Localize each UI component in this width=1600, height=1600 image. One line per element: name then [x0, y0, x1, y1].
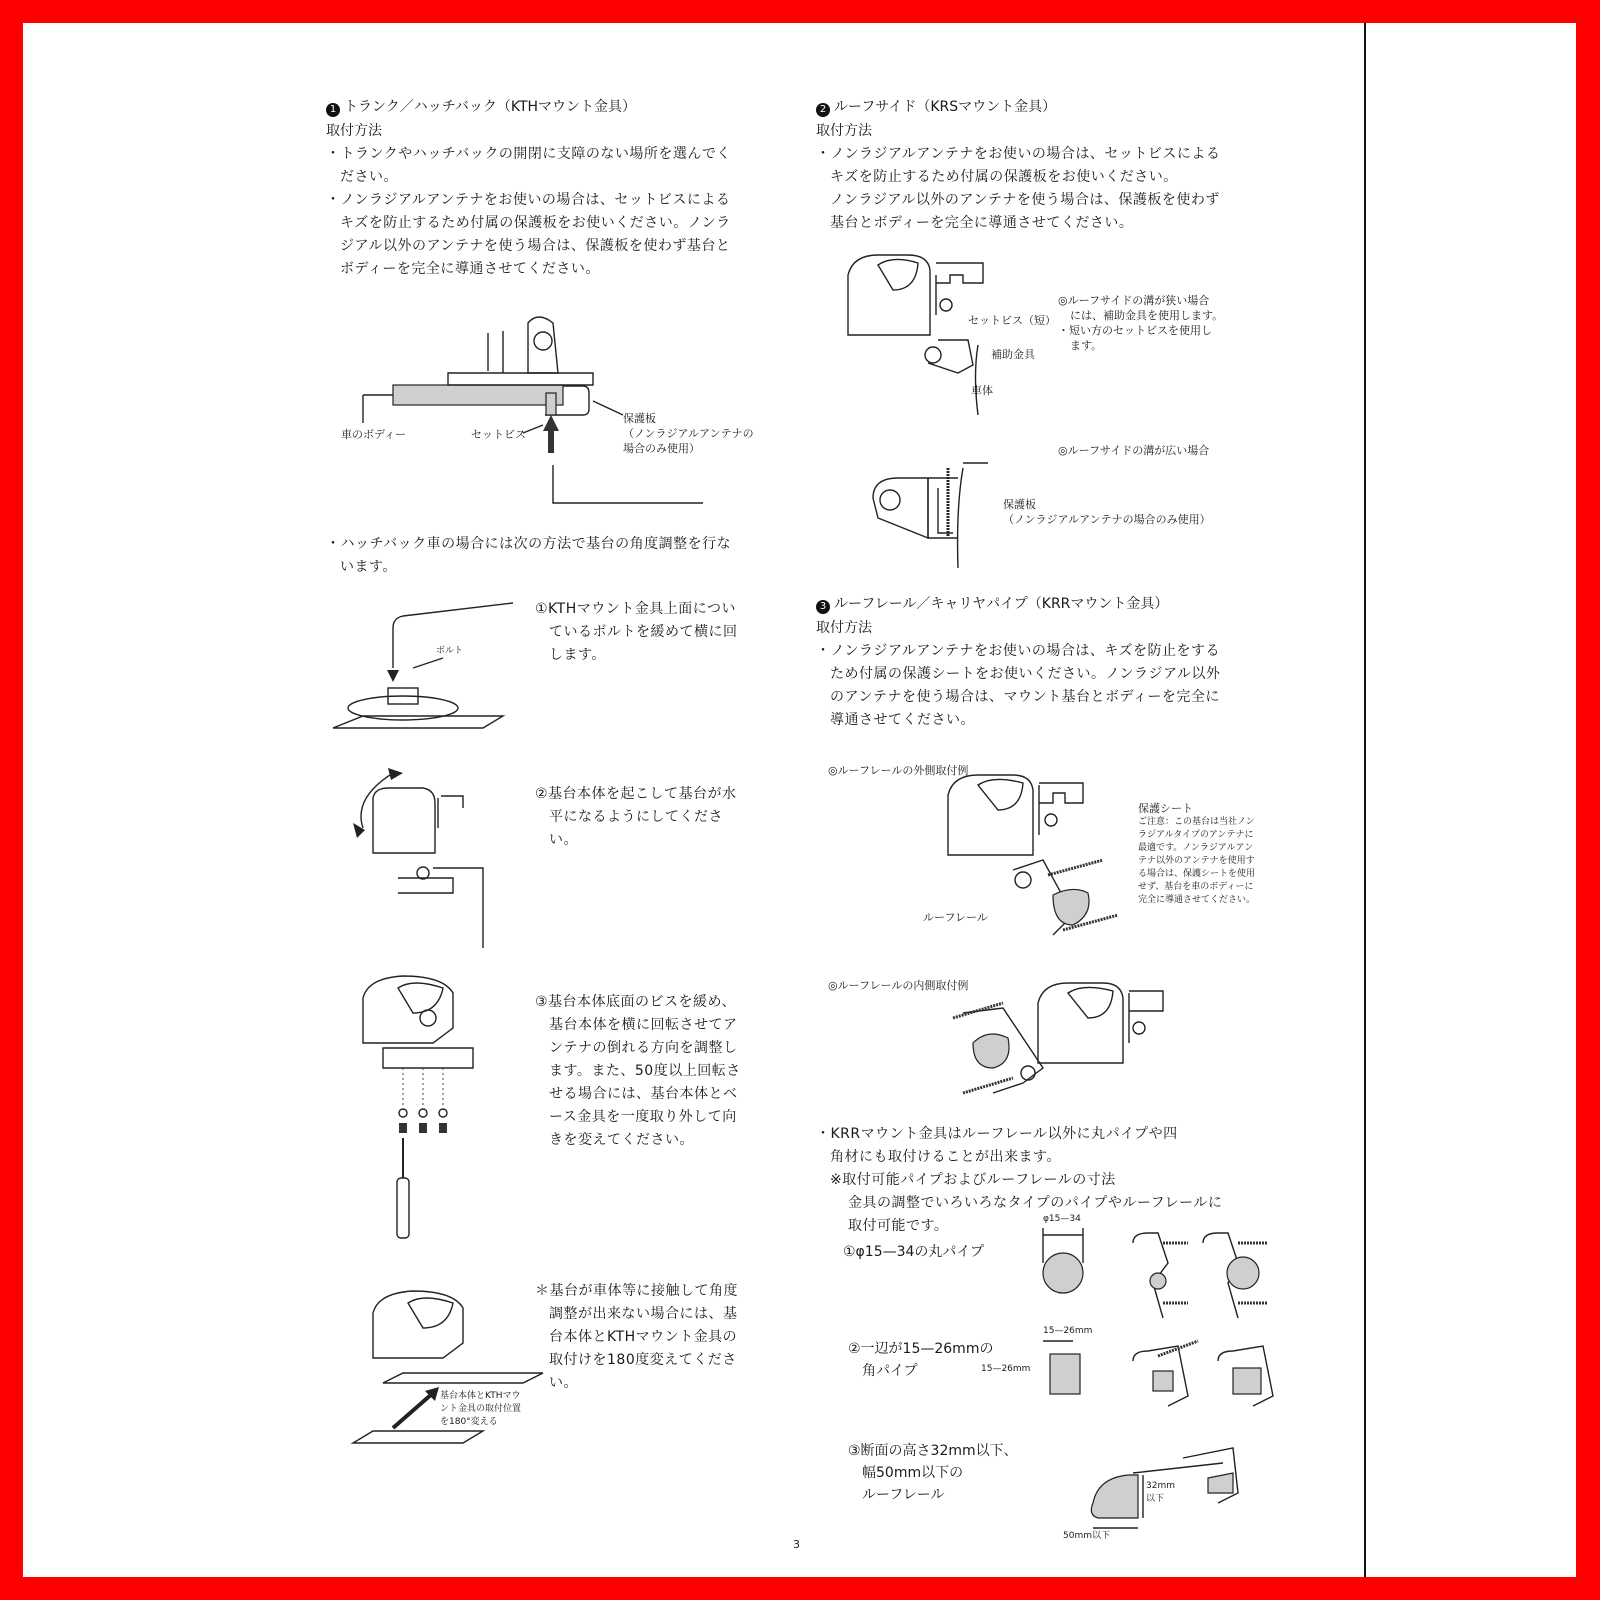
- dim-rail-w: 50mm以下: [1063, 1531, 1110, 1541]
- krr-inside-diagram: [943, 983, 1173, 1113]
- section3-bullets: ・ノンラジアルアンテナをお使いの場合は、キズを防止をする ため付属の保護シートをお使いください。ノンラジアル以外 のアンテナを使う場合は、マウント基台とボディーを完全に 導通させてください。: [816, 643, 1221, 728]
- krs-wide-diagram: [868, 458, 988, 588]
- rotate-caption: 基台本体とKTHマウ ント金具の取付位置 を180°変える: [440, 1391, 522, 1427]
- krs-narrow-diagram: [838, 255, 1038, 415]
- narrow-groove-notes: ◎ルーフサイドの溝が狭い場合 には、補助金具を使用します。 ・短い方のセットビスを使用し ます。: [1058, 294, 1224, 352]
- dim-rail-h: 32mm 以下: [1146, 1481, 1175, 1504]
- dim-square-h: 15—26mm: [981, 1364, 1031, 1374]
- section2-bullets: ・ノンラジアルアンテナをお使いの場合は、セットビスによる キズを防止するため付属の保護板をお使いください。 ノンラジアル以外のアンテナを使う場合は、保護板を使わず 基台とボディーを完全に導通させてください。: [816, 146, 1221, 231]
- step4-text: ＊基台が車体等に接触して角度 調整が出来ない場合には、基 台本体とKTHマウント金具の 取付けを180度変えてくださ い。: [535, 1283, 738, 1391]
- section-number-badge: 2: [816, 103, 830, 117]
- dim-square-w: 15—26mm: [1043, 1326, 1093, 1336]
- step3-diagram: [343, 968, 503, 1268]
- binding-rule: [1364, 23, 1366, 1577]
- hatchback-note: ・ハッチバック車の場合には次の方法で基台の角度調整を行な います。: [326, 536, 732, 575]
- step2-text: ②基台本体を起こして基台が水 平になるようにしてくださ い。: [535, 786, 737, 848]
- label-protector-wide: 保護板: [1003, 498, 1036, 511]
- step1-diagram: [323, 598, 533, 748]
- type-roof-rail: ③断面の高さ32mm以下、 幅50mm以下の ルーフレール: [848, 1443, 1018, 1503]
- page-number: 3: [793, 1538, 800, 1551]
- label-roof-rail: ルーフレール: [923, 911, 988, 924]
- label-aux-bracket: 補助金具: [991, 348, 1035, 361]
- outside-example-label: ◎ルーフレールの外側取付例: [828, 764, 969, 777]
- label-protect-sheet: 保護シート: [1138, 802, 1193, 815]
- type-round-pipe: ①φ15—34の丸パイプ: [843, 1244, 984, 1260]
- kth-mount-diagram: [363, 313, 723, 513]
- label-car-body: 車体: [971, 384, 993, 397]
- section3-title: 3 ルーフレール／キャリヤパイプ（KRRマウント金具）: [816, 593, 1168, 615]
- label-set-screw-short: セットビス（短）: [968, 314, 1056, 327]
- type-square-pipe: ②一辺が15—26mmの 角パイプ: [848, 1341, 994, 1379]
- dim-round: φ15—34: [1043, 1214, 1081, 1224]
- roof-rail-diagram: [1083, 1443, 1283, 1543]
- dims-desc: 金具の調整でいろいろなタイプのパイプやルーフレールに 取付可能です。: [848, 1195, 1223, 1234]
- caution-note: ご注意：この基台は当社ノン ラジアルタイプのアンテナに 最適です。ノンラジアルアン テナ以外のアンテナを使用す る場合は、保護シートを使用 せず、基台を車のボディーに 完全に導通させてください。: [1138, 817, 1256, 905]
- label-bolt: ボルト: [436, 646, 464, 656]
- section1-bullets: ・トランクやハッチバックの開閉に支障のない場所を選んでく ださい。 ・ノンラジアルアンテナをお使いの場合は、セットビスによる キズを防止するため付属の保護板をお使いください。ノンラ ジアル以外のアンテナを使う場合は、保護板を使わず基台と ボディーを完全に導通させてください。: [326, 146, 731, 277]
- section-number-badge: 1: [326, 103, 340, 117]
- step2-diagram: [343, 768, 503, 958]
- step3-text: ③基台本体底面のビスを緩め、 基台本体を横に回転させてア ンテナの倒れる方向を調整し ます。また、50度以上回転さ せる場合には、基台本体とベ ース金具を一度取り外して向 きを変えてください。: [535, 994, 741, 1148]
- section2-title: 2 ルーフサイド（KRSマウント金具）: [816, 96, 1056, 118]
- wide-groove-note: ◎ルーフサイドの溝が広い場合: [1058, 444, 1210, 457]
- krr-note: ・KRRマウント金具はルーフレール以外に丸パイプや四 角材にも取付けることが出来ます。: [816, 1126, 1178, 1165]
- label-protector: 保護板: [623, 412, 656, 425]
- dims-title: ※取付可能パイプおよびルーフレールの寸法: [830, 1172, 1116, 1188]
- inside-example-label: ◎ルーフレールの内側取付例: [828, 979, 969, 992]
- section-number-badge: 3: [816, 600, 830, 614]
- step1-text: ①KTHマウント金具上面につい ているボルトを緩めて横に回 します。: [535, 601, 738, 663]
- label-car-body: 車のボディー: [341, 428, 407, 441]
- section1-title: 1 トランク／ハッチバック（KTHマウント金具）: [326, 96, 636, 118]
- square-pipe-diagram: [1038, 1336, 1278, 1426]
- section2-subtitle: 取付方法: [816, 123, 872, 139]
- section3-subtitle: 取付方法: [816, 620, 872, 636]
- manual-page: 1 トランク／ハッチバック（KTHマウント金具） 取付方法 ・トランクやハッチバックの開閉に支障のない場所を選んでく ださい。 ・ノンラジアルアンテナをお使いの場合は、セットビスによる キズを防止するため付属の保護板をお使いください。ノンラ ジアル以外のアンテナを使う場合は、保護板を使わず基台と ボディーを完全に導通させてください。 車のボディー セットビス 保護板 （ノンラジアルアンテナの 場合のみ使用） ・ハッチバック車の場合には次の方法で基台の角度調整を行な います。 ボルト ①KTHマウント金具上面につい ているボルトを緩めて横に回 します。 ②基台本体を起こして基台が水 平になるようにしてくださ い。 ③基台本体底面のビスを緩め、 基台本体を横に回転させてア ンテナの倒れる方向を調整し ます。また、50度以上回転さ せる場合には、基台本体とベ ース金具を一度取り外して向 きを変えてください。 基台本体とKTHマウ ント金具の取付位置 を180°変える ＊基台が車体等に接触して角度 調整が出来ない場合には、基 台本体とKTHマウント金具の 取付けを180度変えてくださ い。 2 ルーフサイド（KRSマウント金具） 取付方法 ・ノンラジアルアンテナをお使いの場合は、セットビスによる キズを防止するため付属の保護板をお使いください。 ノンラジアル以外のアンテナを使う場合は、保護板を使わず 基台とボディーを完全に導通させてください。 セットビス（短） 補助金具 車体 ◎ルーフサイドの溝が狭い場合 には、補助金具を使用します。 ・短い方のセットビスを使用し ます。 ◎ルーフサイドの溝が広い場合 保護板 （ノンラジアルアンテナの場合のみ使用） 3 ルーフレール／キャリヤパイプ（KRRマウント金具） 取付方法 ・ノンラジアルアンテナをお使いの場合は、キズを防止をする ため付属の保護シートをお使いください。ノンラジアル以外 のアンテナを使う場合は、マウント基台とボディーを完全に 導通させてください。 ◎ルーフレールの外側取付例 保護シート ご注意：この基台は当社ノン ラジアルタイプのアンテナに 最適です。ノンラジアルアン テナ以外のアンテナを使用す る場合は、保護シートを使用 せず、基台を車のボディーに 完全に導通させてください。 ルーフレール ◎ルーフレールの内側取付例 ・KRRマウント金具はルーフレール以外に丸パイプや四 角材にも取付けることが出来ます。 ※取付可能パイプおよびルーフレールの寸法 金具の調整でいろいろなタイプのパイプやルーフレールに 取付可能です。 ①φ15—34の丸パイプ φ15—34 ②一辺が15—26mmの 角パイプ 15—26mm 15—26mm ③断面の高さ32mm以下、 幅50mm以下の ルーフレール 32mm 以下 50mm以下 3: [23, 23, 1576, 1577]
- label-set-screw: セットビス: [471, 428, 526, 441]
- section1-subtitle: 取付方法: [326, 123, 382, 139]
